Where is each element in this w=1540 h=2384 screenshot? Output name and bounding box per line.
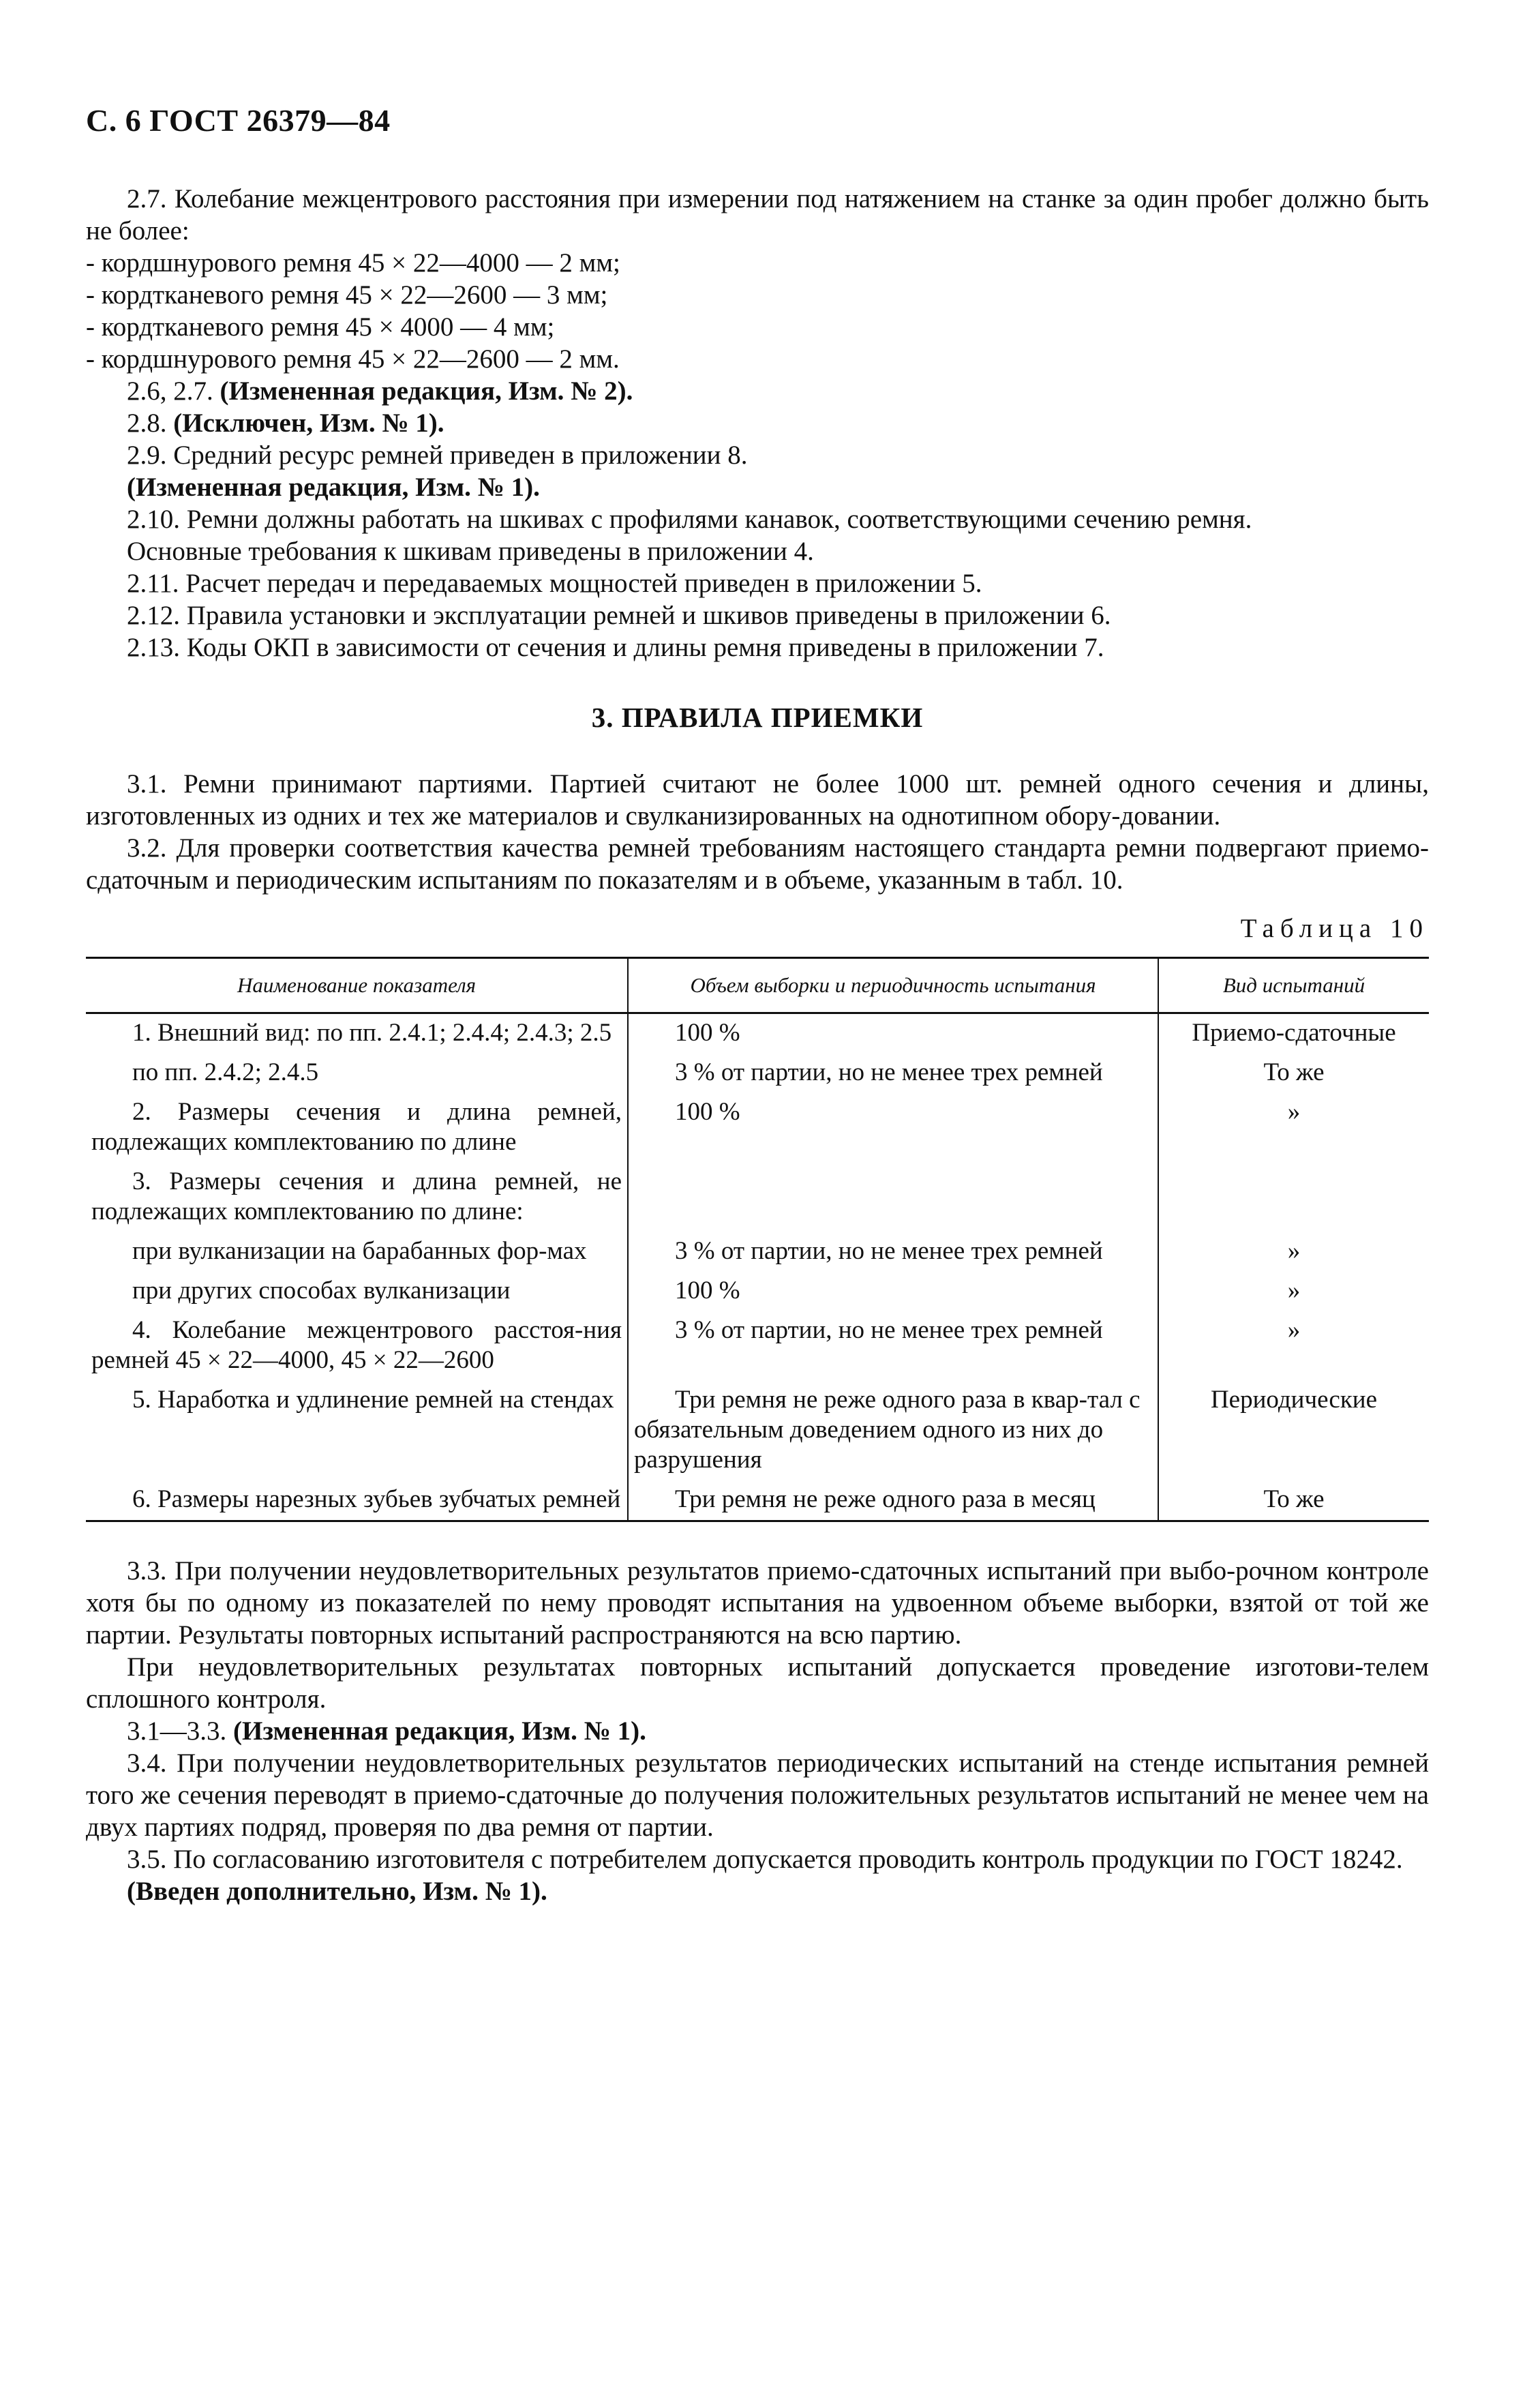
table-cell: 6. Размеры нарезных зубьев зубчатых ремней bbox=[86, 1480, 628, 1521]
table-cell: 100 % bbox=[628, 1013, 1158, 1054]
table-cell bbox=[1158, 1163, 1429, 1232]
table-cell: » bbox=[1287, 1316, 1301, 1344]
table-cell: 100 % bbox=[628, 1272, 1158, 1311]
clause-3-3: 3.3. При получении неудовлетворительных результатов приемо-сдаточных испытаний при выбо-рочном контроле хотя бы по одному из показателей по нему проводят испытания на удвоенном объеме выборки, взятой от той же партии. Результаты повторных испытаний распространяются на всю партию. bbox=[86, 1556, 1429, 1650]
clause-3-4: 3.4. При получении неудовлетворительных результатов периодических испытаний на стенде испытания ремней того же сечения переводят в приемо-сдаточные до получения положительных результатов испытаний не менее чем на двух партиях подряд, проверяя по два ремня от партии. bbox=[86, 1748, 1429, 1842]
list-item: - кордтканевого ремня 45 × 4000 — 4 мм; bbox=[86, 312, 555, 342]
table-cell: по пп. 2.4.2; 2.4.5 bbox=[86, 1054, 628, 1093]
table-cell: 3. Размеры сечения и длина ремней, не подлежащих комплектованию по длине: bbox=[86, 1163, 628, 1232]
table-row bbox=[86, 1163, 1429, 1232]
clause-3-1: 3.1. Ремни принимают партиями. Партией считают не более 1000 шт. ремней одного сечения и длины, изготовленных из одних и тех же материалов и свулканизированных на однотипном обору-довании. bbox=[86, 769, 1429, 831]
clause-3-3-note: При неудовлетворительных результатах повторных испытаний допускается проведение изготови-телем сплошного контроля. bbox=[86, 1652, 1429, 1714]
amendment-note: 2.8. (Исключен, Изм. № 1). bbox=[127, 408, 444, 438]
document-body bbox=[86, 183, 1429, 1907]
list-item: - кордтканевого ремня 45 × 22—2600 — 3 мм; bbox=[86, 280, 608, 310]
acceptance-table bbox=[86, 957, 1429, 1522]
table-cell: при других способах вулканизации bbox=[86, 1272, 628, 1311]
table-caption: Таблица 10 bbox=[1240, 914, 1429, 943]
clause-3-2: 3.2. Для проверки соответствия качества ремней требованиям настоящего стандарта ремни подвергают приемо-сдаточным и периодическим испытаниям по показателям и в объеме, указанным в табл. 10. bbox=[86, 833, 1429, 895]
table-cell: Периодические bbox=[1210, 1386, 1378, 1414]
table-cell bbox=[628, 1163, 1158, 1232]
table-cell: при вулканизации на барабанных фор-мах bbox=[86, 1232, 628, 1272]
column-header: Вид испытаний bbox=[1158, 958, 1429, 1013]
table-cell: » bbox=[1287, 1098, 1301, 1126]
clause-2-13: 2.13. Коды ОКП в зависимости от сечения и длины ремня приведены в приложении 7. bbox=[127, 633, 1104, 662]
table-cell: 5. Наработка и удлинение ремней на стендах bbox=[86, 1381, 628, 1480]
section-title: 3. ПРАВИЛА ПРИЕМКИ bbox=[591, 702, 924, 733]
list-item: - кордшнурового ремня 45 × 22—2600 — 2 мм. bbox=[86, 344, 620, 374]
table-cell: 4. Колебание межцентрового расстоя-ния ремней 45 × 22—4000, 45 × 22—2600 bbox=[86, 1311, 628, 1381]
amendment-note: (Измененная редакция, Изм. № 1). bbox=[127, 473, 540, 502]
table-cell: То же bbox=[1158, 1480, 1429, 1521]
table-cell: Три ремня не реже одного раза в месяц bbox=[628, 1480, 1158, 1521]
list-item: - кордшнурового ремня 45 × 22—4000 — 2 мм; bbox=[86, 248, 620, 278]
clause-2-12: 2.12. Правила установки и эксплуатации ремней и шкивов приведены в приложении 6. bbox=[127, 601, 1111, 630]
table-cell: 3 % от партии, но не менее трех ремней bbox=[628, 1232, 1158, 1272]
table-row bbox=[86, 1311, 1429, 1381]
table-cell: 3 % от партии, но не менее трех ремней bbox=[628, 1054, 1158, 1093]
table-cell: Три ремня не реже одного раза в квар-тал с обязательным доведением одного из них до разрушения bbox=[628, 1381, 1158, 1480]
amendment-note: 2.6, 2.7. (Измененная редакция, Изм. № 2). bbox=[127, 376, 633, 406]
clause-3-5: 3.5. По согласованию изготовителя с потребителем допускается проводить контроль продукции по ГОСТ 18242. bbox=[127, 1845, 1403, 1874]
table-cell: 100 % bbox=[628, 1093, 1158, 1163]
page-header: С. 6 ГОСТ 26379—84 bbox=[86, 103, 391, 138]
clause-2-10: 2.10. Ремни должны работать на шкивах с профилями канавок, соответствующими сечению ремня. bbox=[127, 505, 1252, 534]
table-cell: » bbox=[1287, 1237, 1301, 1265]
table-row bbox=[86, 1054, 1429, 1093]
table-cell: 2. Размеры сечения и длина ремней, подлежащих комплектованию по длине bbox=[86, 1093, 628, 1163]
table-row bbox=[86, 1272, 1429, 1311]
clause-2-10-note: Основные требования к шкивам приведены в приложении 4. bbox=[127, 537, 814, 566]
amendment-note: (Введен дополнительно, Изм. № 1). bbox=[127, 1877, 547, 1906]
table-header-row bbox=[86, 958, 1429, 1013]
table-row bbox=[86, 1480, 1429, 1521]
column-header: Объем выборки и периодичность испытания bbox=[628, 958, 1158, 1013]
clause-2-11: 2.11. Расчет передач и передаваемых мощностей приведен в приложении 5. bbox=[127, 569, 982, 598]
table-cell: » bbox=[1287, 1277, 1301, 1305]
clause-2-9: 2.9. Средний ресурс ремней приведен в приложении 8. bbox=[127, 441, 748, 470]
table-cell: То же bbox=[1263, 1058, 1325, 1086]
table-row bbox=[86, 1381, 1429, 1480]
table-cell: Приемо-сдаточные bbox=[1192, 1019, 1396, 1047]
table-cell: 1. Внешний вид: по пп. 2.4.1; 2.4.4; 2.4.3; 2.5 bbox=[86, 1013, 628, 1054]
amendment-note: 3.1—3.3. (Измененная редакция, Изм. № 1). bbox=[127, 1716, 646, 1746]
table-row bbox=[86, 1013, 1429, 1054]
clause-2-7: 2.7. Колебание межцентрового расстояния при измерении под натяжением на станке за один пробег должно быть не более: bbox=[86, 184, 1429, 245]
table-row bbox=[86, 1093, 1429, 1163]
table-cell: 3 % от партии, но не менее трех ремней bbox=[628, 1311, 1158, 1381]
table-row bbox=[86, 1232, 1429, 1272]
column-header: Наименование показателя bbox=[86, 958, 628, 1013]
